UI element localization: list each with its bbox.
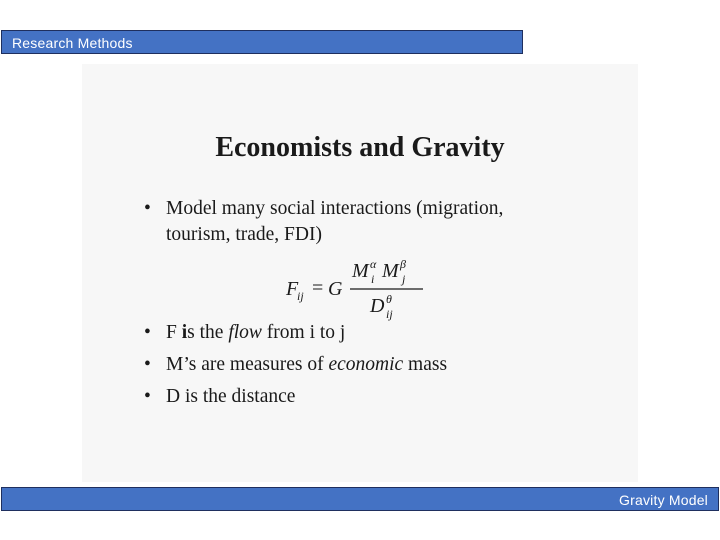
formula-beta: β xyxy=(400,257,406,271)
bullet-segment: M’s are measures of xyxy=(166,354,329,375)
header-label: Research Methods xyxy=(12,35,133,51)
formula-equals: = xyxy=(312,277,324,299)
slide-title: Economists and Gravity xyxy=(215,132,505,163)
formula-sub-j: j xyxy=(402,272,406,286)
formula-sub-i: i xyxy=(371,272,375,286)
bullet-marker: • xyxy=(144,354,151,375)
bullet-marker: • xyxy=(144,386,151,407)
formula-distance: D xyxy=(370,295,385,317)
bullet-segment: F xyxy=(166,322,182,343)
formula-theta: θ xyxy=(386,292,392,306)
bullet-marker: • xyxy=(144,322,151,343)
bullet-segment: from i to j xyxy=(261,322,346,343)
formula-coefficient: G xyxy=(328,278,343,300)
header-bar xyxy=(1,30,523,54)
bullet-text: tourism, trade, FDI) xyxy=(166,224,322,245)
formula-lhs: F xyxy=(286,278,299,300)
formula-sub-ij: ij xyxy=(386,307,393,321)
formula-mass-j: M xyxy=(382,260,399,282)
formula-lhs-subscript: ij xyxy=(297,289,304,303)
bullet-segment-italic: economic xyxy=(328,354,404,375)
bullet-text xyxy=(166,352,447,378)
bullet-text xyxy=(166,320,345,346)
bullet-segment: mass xyxy=(403,354,448,375)
bullet-text: D is the distance xyxy=(166,386,296,407)
slide-image xyxy=(82,64,638,482)
bullet-segment-bold: i xyxy=(181,322,188,343)
bullet-segment: s the xyxy=(187,322,229,343)
gravity-formula xyxy=(282,254,432,324)
formula-alpha: α xyxy=(370,257,377,271)
footer-label: Gravity Model xyxy=(619,492,708,508)
formula-mass-i: M xyxy=(352,260,369,282)
bullet-text: Model many social interactions (migration, xyxy=(166,198,504,219)
bullet-segment-italic: flow xyxy=(228,322,262,343)
bullet-marker: • xyxy=(144,198,151,219)
footer-bar xyxy=(1,487,719,511)
